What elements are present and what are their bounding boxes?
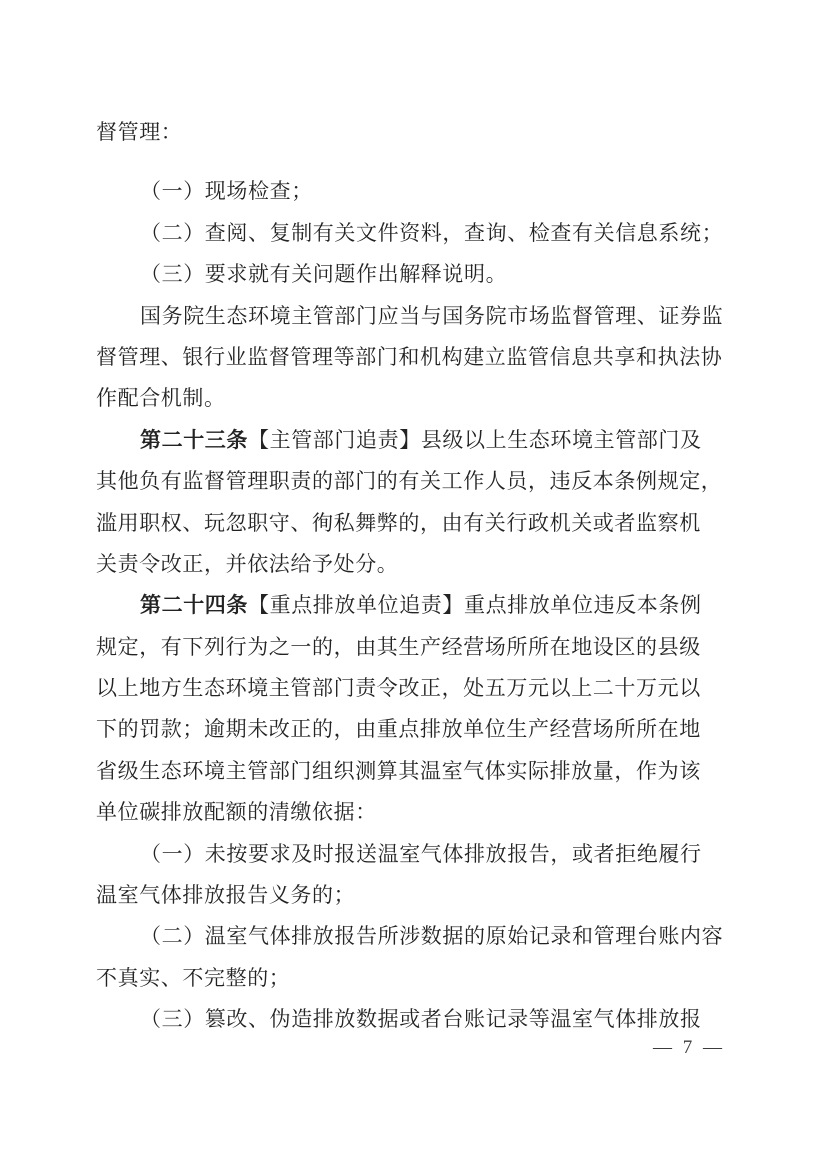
line-text: 下的罚款；逾期未改正的，由重点排放单位生产经营场所所在地: [96, 717, 701, 742]
line-text: 重点排放单位违反本条例: [464, 593, 702, 618]
line-text: （一）现场检查；: [140, 179, 313, 204]
document-line-list-item: [96, 999, 732, 1040]
document-line: [96, 751, 732, 792]
document-line: [96, 296, 732, 337]
article-annotation: 【主管部门追责】: [248, 427, 421, 452]
document-line: [96, 958, 732, 999]
document-line: [96, 544, 732, 585]
line-text: 县级以上生态环境主管部门及: [420, 427, 702, 452]
document-line: [96, 709, 732, 750]
document-line-article-24: [96, 585, 732, 626]
line-text: （二）温室气体排放报告所涉数据的原始记录和管理台账内容: [140, 924, 724, 949]
line-text: （三）篡改、伪造排放数据或者台账记录等温室气体排放报: [140, 1007, 702, 1032]
document-body: [96, 112, 732, 1041]
page-number: — 7 —: [653, 1037, 725, 1058]
line-text: 其他负有监督管理职责的部门的有关工作人员，违反本条例规定，: [96, 469, 723, 494]
line-text: 督管理：: [96, 120, 183, 144]
document-line: [96, 875, 732, 916]
line-text: 国务院生态环境主管部门应当与国务院市场监督管理、证券监: [140, 303, 724, 328]
article-number: 第二十三条: [140, 427, 248, 452]
article-annotation: 【重点排放单位追责】: [248, 593, 464, 618]
document-line: [96, 792, 732, 833]
line-text: 督管理、银行业监督管理等部门和机构建立监管信息共享和执法协: [96, 344, 723, 369]
document-line-list-item: [96, 916, 732, 957]
line-text: 不真实、不完整的；: [96, 965, 291, 990]
document-line: [96, 337, 732, 378]
document-line: [96, 668, 732, 709]
document-line-list-item: [96, 213, 732, 254]
document-line-list-item: [96, 254, 732, 295]
line-text: 作配合机制。: [96, 386, 226, 411]
document-line: [96, 378, 732, 419]
document-line-list-item: [96, 834, 732, 875]
line-text: 滥用职权、玩忽职守、徇私舞弊的，由有关行政机关或者监察机: [96, 510, 701, 535]
document-line-list-item: [96, 171, 732, 212]
line-text: 关责令改正，并依法给予处分。: [96, 551, 399, 576]
line-text: 以上地方生态环境主管部门责令改正，处五万元以上二十万元以: [96, 676, 701, 701]
line-text: 单位碳排放配额的清缴依据：: [96, 800, 377, 825]
line-text: 温室气体排放报告义务的；: [96, 883, 356, 908]
document-line: [96, 503, 732, 544]
line-text: （二）查阅、复制有关文件资料，查询、检查有关信息系统；: [140, 220, 724, 245]
document-line-article-23: [96, 420, 732, 461]
document-line: [96, 627, 732, 668]
article-number: 第二十四条: [140, 593, 248, 618]
line-text: （三）要求就有关问题作出解释说明。: [140, 262, 508, 287]
document-line: [96, 461, 732, 502]
line-text: 规定，有下列行为之一的，由其生产经营场所所在地设区的县级: [96, 634, 701, 659]
line-text: 省级生态环境主管部门组织测算其温室气体实际排放量，作为该: [96, 758, 701, 783]
line-text: （一）未按要求及时报送温室气体排放报告，或者拒绝履行: [140, 841, 702, 866]
document-line: [96, 112, 732, 153]
